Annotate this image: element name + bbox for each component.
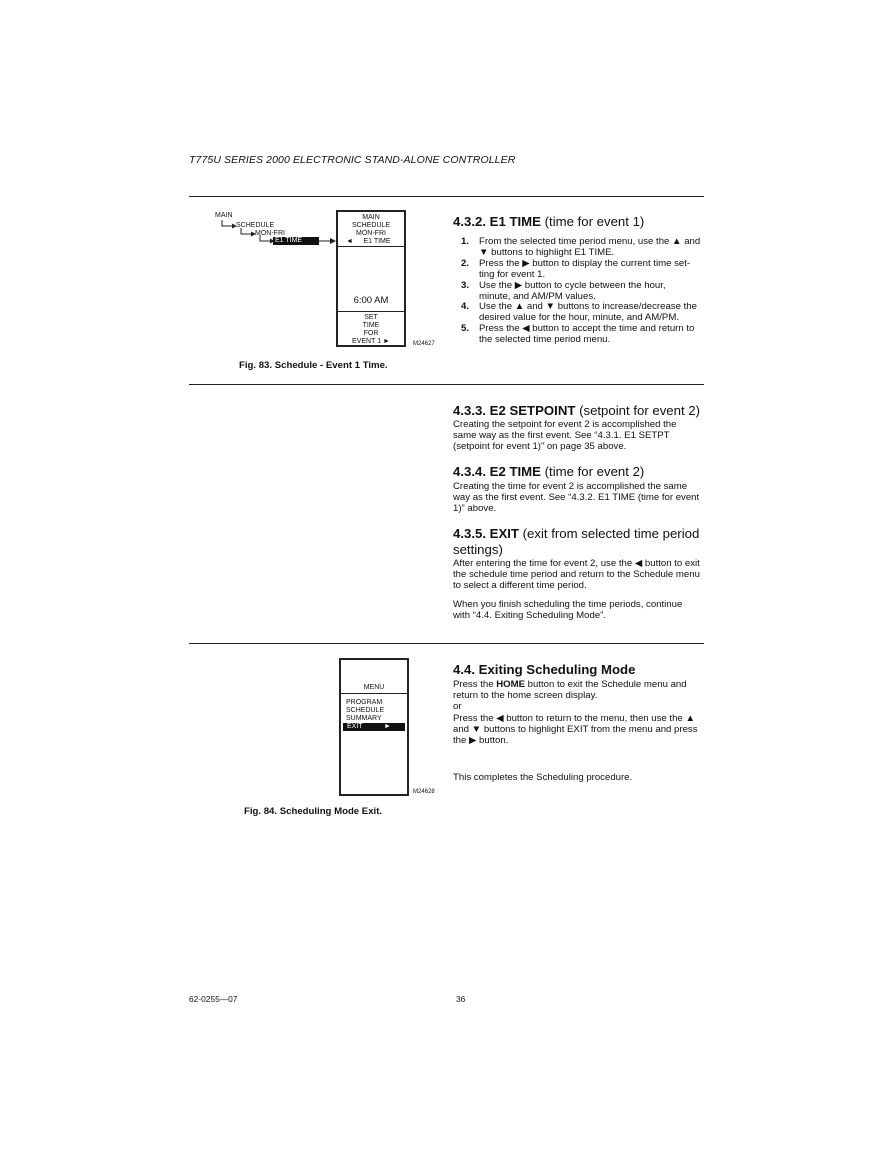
screen-divider bbox=[338, 246, 404, 247]
display-screen bbox=[336, 210, 406, 347]
list-item: 4. Use the ▲ and ▼ buttons to increase/decrease the desired value for the hour, minute, and AM/PM. bbox=[461, 301, 697, 324]
figure-reference: M24628 bbox=[413, 789, 435, 795]
section-divider bbox=[189, 196, 704, 197]
heading-subtitle: (setpoint for event 2) bbox=[579, 403, 701, 418]
heading-subtitle-continued: settings) bbox=[453, 542, 503, 557]
tree-monfri: MON-FRI bbox=[255, 230, 285, 237]
heading-number-title: 4.3.5. EXIT bbox=[453, 526, 519, 541]
screen-line-event1: EVENT 1 ► bbox=[352, 338, 390, 345]
menu-display-screen bbox=[339, 658, 409, 796]
paragraph-4-3-3: Creating the setpoint for event 2 is accomplished the same way as the first event. See “4.3.1. E1 SETPT (setpoint for event 1)” on page 35 above. bbox=[453, 419, 677, 453]
list-item: 5. Press the ◀ button to accept the time and return to the selected time period menu. bbox=[461, 323, 695, 346]
menu-item-exit-highlighted bbox=[343, 723, 405, 731]
heading-number-title: 4.3.4. E2 TIME bbox=[453, 464, 541, 479]
menu-item-schedule: SCHEDULE bbox=[346, 707, 385, 714]
screen-line-main: MAIN bbox=[362, 214, 380, 221]
heading-4-4: 4.4. Exiting Scheduling Mode bbox=[453, 662, 636, 677]
heading-subtitle: (time for event 1) bbox=[544, 214, 645, 229]
tree-schedule: SCHEDULE bbox=[236, 222, 275, 229]
screen-line-for: FOR bbox=[363, 330, 379, 337]
tree-main: MAIN bbox=[215, 212, 233, 219]
heading-4-3-2 bbox=[453, 214, 644, 230]
figure-83-caption: Fig. 83. Schedule - Event 1 Time. bbox=[239, 360, 388, 371]
section-divider bbox=[189, 384, 704, 385]
section-divider bbox=[189, 643, 704, 644]
heading-4-3-4 bbox=[453, 464, 644, 480]
list-item: 2. Press the ▶ button to display the current time set- ting for event 1. bbox=[461, 257, 691, 280]
tree-e1time-highlighted: E1 TIME bbox=[273, 237, 319, 245]
time-value: 6:00 AM bbox=[353, 295, 389, 306]
heading-4-3-5 bbox=[453, 526, 713, 558]
menu-title: MENU bbox=[363, 684, 385, 691]
figure-83 bbox=[189, 206, 439, 356]
running-header: T775U SERIES 2000 ELECTRONIC STAND-ALONE CONTROLLER bbox=[189, 154, 516, 166]
heading-subtitle: (exit from selected time period bbox=[522, 526, 700, 541]
screen-line-e1time: E1 TIME bbox=[363, 238, 391, 245]
document-number: 62-0255—07 bbox=[189, 994, 238, 1004]
menu-item-exit-label: EXIT bbox=[347, 723, 363, 730]
paragraph-4-3-5-continue: When you finish scheduling the time periods, continue with “4.4. Exiting Scheduling Mode”. bbox=[453, 599, 683, 622]
screen-line-time: TIME bbox=[362, 322, 380, 329]
figure-reference: M24627 bbox=[413, 341, 435, 347]
list-item: 1. From the selected time period menu, use the ▲ and ▼ buttons to highlight E1 TIME. bbox=[461, 236, 701, 258]
page-number: 36 bbox=[456, 994, 466, 1004]
right-arrow-icon: ► bbox=[384, 723, 391, 730]
menu-item-program: PROGRAM bbox=[346, 699, 383, 706]
menu-item-summary: SUMMARY bbox=[346, 715, 382, 722]
home-button-label: HOME bbox=[496, 679, 525, 690]
heading-4-3-3 bbox=[453, 403, 700, 419]
screen-line-set: SET bbox=[364, 314, 378, 321]
steps-list bbox=[453, 237, 713, 346]
back-arrow-icon: ◄ bbox=[346, 238, 353, 245]
heading-number-title: 4.3.3. E2 SETPOINT bbox=[453, 403, 576, 418]
closing-sentence: This completes the Scheduling procedure. bbox=[453, 772, 633, 783]
screen-line-schedule: SCHEDULE bbox=[351, 222, 391, 229]
screen-line-monfri: MON-FRI bbox=[356, 230, 386, 237]
figure-84-caption: Fig. 84. Scheduling Mode Exit. bbox=[244, 806, 383, 817]
heading-number-title: 4.3.2. E1 TIME bbox=[453, 214, 541, 229]
screen-divider bbox=[338, 311, 404, 312]
heading-subtitle: (time for event 2) bbox=[544, 464, 645, 479]
paragraph-4-4: Press the HOME button to exit the Schedule menu and return to the home screen display. or Press the ◀ button to return to the menu, then use the ▲ and ▼ buttons to highlight EXIT from the menu and press the ▶ button. bbox=[453, 679, 698, 747]
screen-divider bbox=[341, 693, 407, 694]
list-item: 3. Use the ▶ button to cycle between the hour, minute, and AM/PM values. bbox=[461, 279, 666, 302]
paragraph-4-3-5: After entering the time for event 2, use the ◀ button to exit the schedule time period and return to the Schedule menu to select a different time period. bbox=[453, 558, 700, 592]
paragraph-4-3-4: Creating the time for event 2 is accomplished the same way as the first event. See “4.3.2. E1 TIME (time for event 1)” above. bbox=[453, 481, 700, 515]
